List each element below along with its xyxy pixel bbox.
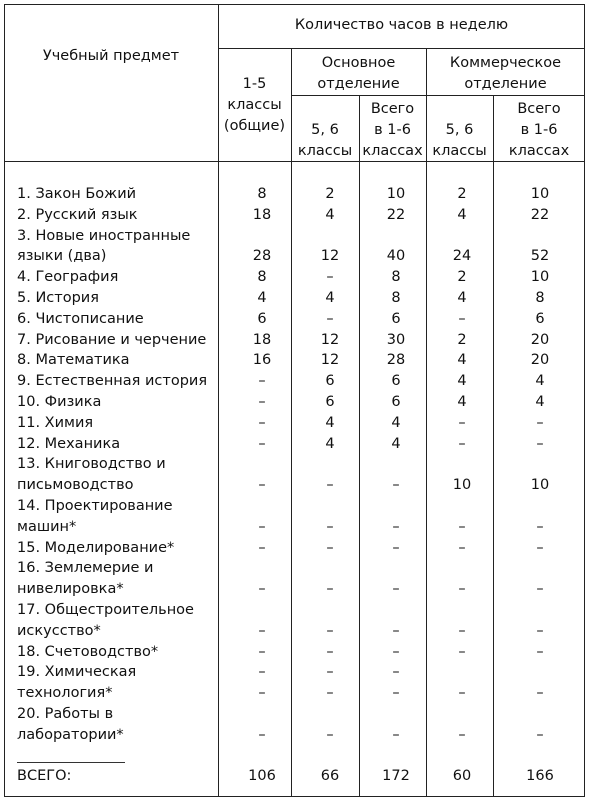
cell-value: 4	[457, 352, 467, 369]
subject-label: 9. Естественная история	[17, 373, 208, 390]
col-divider	[218, 161, 219, 797]
cell-value: –	[536, 726, 544, 743]
cell-value: –	[326, 643, 334, 660]
subject-label: 8. Математика	[17, 352, 130, 369]
col-divider	[426, 161, 427, 797]
subject-label: машин*	[17, 518, 77, 535]
cell-value: –	[536, 643, 544, 660]
subject-label: 2. Русский язык	[17, 206, 138, 223]
cell-value: 2	[325, 186, 335, 202]
cell-value: –	[258, 664, 266, 681]
cell-value: –	[536, 581, 544, 598]
cell-value: –	[258, 726, 266, 743]
cell-value: –	[326, 726, 334, 743]
subject-label: 15. Моделирование*	[17, 539, 175, 556]
cell-value: 28	[252, 248, 272, 265]
cell-value: –	[392, 539, 400, 556]
subject-label: 6. Чистописание	[17, 310, 144, 327]
cell-value: –	[392, 685, 400, 702]
cell-value: –	[258, 518, 266, 535]
cell-value: –	[392, 477, 400, 494]
header-main-56-l2: классы	[297, 143, 353, 159]
header-comm-dept-l2: отделение	[464, 76, 547, 92]
cell-value: –	[536, 435, 544, 452]
cell-value: –	[392, 622, 400, 639]
cell-value: –	[326, 622, 334, 639]
subject-label: 13. Книговодство и	[17, 456, 166, 473]
cell-value: –	[536, 685, 544, 702]
cell-value: 4	[325, 435, 335, 452]
header-general-l2: классы	[227, 97, 282, 113]
cell-value: 8	[391, 269, 401, 286]
total-label: ВСЕГО:	[17, 768, 72, 784]
cell-value: 4	[325, 414, 335, 431]
cell-value: –	[392, 664, 400, 681]
cell-value: 4	[457, 394, 467, 410]
header-comm-total-l3: классах	[508, 143, 570, 159]
cell-value: –	[326, 269, 334, 286]
cell-value: 4	[457, 290, 467, 306]
cell-value: 28	[386, 352, 406, 369]
cell-value: –	[258, 622, 266, 639]
header-hours: Количество часов в неделю	[294, 17, 509, 33]
cell-value: 6	[391, 373, 401, 390]
cell-value: –	[326, 539, 334, 556]
cell-value: 10	[530, 269, 550, 286]
cell-value: 10	[452, 477, 472, 494]
cell-value: 6	[391, 394, 401, 410]
cell-value: –	[258, 643, 266, 660]
cell-value: 20	[530, 352, 550, 369]
cell-value: 6	[325, 394, 335, 410]
header-main-total-l3: классах	[362, 143, 423, 159]
header-main-dept-l2: отделение	[317, 76, 400, 92]
cell-value: 4	[457, 206, 467, 223]
cell-value: 6	[391, 310, 401, 327]
header-comm-56-l1: 5, 6	[445, 122, 474, 138]
subject-label: 20. Работы в	[17, 706, 114, 722]
cell-value: –	[392, 581, 400, 598]
total-underline	[17, 762, 125, 763]
cell-value: –	[458, 414, 466, 431]
cell-value: 6	[325, 373, 335, 390]
subject-label: 10. Физика	[17, 394, 102, 410]
cell-value: –	[258, 373, 266, 390]
cell-value: 6	[257, 310, 267, 327]
cell-value: 4	[325, 290, 335, 306]
cell-value: –	[458, 726, 466, 743]
subject-label: 18. Счетоводство*	[17, 643, 159, 660]
header-general-l1: 1-5	[242, 76, 267, 92]
cell-value: –	[326, 581, 334, 598]
header-general-l3: (общие)	[223, 118, 286, 134]
cell-value: 8	[535, 290, 545, 306]
cell-value: 12	[320, 248, 340, 265]
cell-value: –	[536, 539, 544, 556]
cell-value: 2	[457, 186, 467, 202]
row-divider	[218, 48, 585, 49]
cell-value: 10	[530, 186, 550, 202]
cell-value: 24	[452, 248, 472, 265]
cell-value: –	[458, 310, 466, 327]
subject-label: искусство*	[17, 622, 101, 639]
cell-value: –	[258, 685, 266, 702]
subject-label: 3. Новые иностранные	[17, 227, 191, 244]
total-value: 106	[248, 768, 276, 784]
cell-value: –	[392, 643, 400, 660]
header-main-dept-l1: Основное	[321, 55, 396, 71]
subject-label: 14. Проектирование	[17, 498, 173, 514]
cell-value: 4	[535, 394, 545, 410]
cell-value: 8	[257, 186, 267, 202]
header-main-total-l2: в 1-6	[374, 122, 411, 138]
cell-value: 4	[457, 373, 467, 390]
col-divider	[493, 161, 494, 797]
subject-label: 1. Закон Божий	[17, 186, 137, 202]
cell-value: –	[326, 518, 334, 535]
cell-value: –	[326, 477, 334, 494]
cell-value: –	[258, 539, 266, 556]
cell-value: –	[536, 622, 544, 639]
cell-value: 4	[325, 206, 335, 223]
cell-value: –	[326, 310, 334, 327]
cell-value: –	[458, 643, 466, 660]
cell-value: –	[458, 539, 466, 556]
row-divider	[291, 95, 585, 96]
cell-value: –	[258, 394, 266, 410]
cell-value: 10	[530, 477, 550, 494]
cell-value: –	[392, 518, 400, 535]
cell-value: 22	[530, 206, 550, 223]
subject-label: нивелировка*	[17, 581, 124, 598]
cell-value: 8	[257, 269, 267, 286]
cell-value: 4	[257, 290, 267, 306]
header-comm-56-l2: классы	[432, 143, 487, 159]
cell-value: 4	[391, 414, 401, 431]
total-value: 66	[320, 768, 340, 784]
cell-value: 30	[386, 331, 406, 348]
cell-value: –	[458, 518, 466, 535]
cell-value: –	[458, 622, 466, 639]
header-comm-dept-l1: Коммерческое	[449, 55, 562, 71]
subject-label: 12. Механика	[17, 435, 121, 452]
subject-label: 5. История	[17, 290, 99, 306]
subject-label: технология*	[17, 685, 113, 702]
subject-label: 19. Химическая	[17, 664, 137, 681]
cell-value: –	[258, 477, 266, 494]
cell-value: 18	[252, 206, 272, 223]
cell-value: –	[458, 581, 466, 598]
col-divider	[291, 161, 292, 797]
cell-value: 22	[386, 206, 406, 223]
header-comm-total-l1: Всего	[517, 101, 561, 117]
cell-value: 8	[391, 290, 401, 306]
header-comm-total-l2: в 1-6	[520, 122, 558, 138]
cell-value: 2	[457, 331, 467, 348]
subject-label: лаборатории*	[17, 726, 124, 743]
cell-value: 2	[457, 269, 467, 286]
subject-label: 11. Химия	[17, 414, 94, 431]
cell-value: 16	[252, 352, 272, 369]
cell-value: 10	[386, 186, 406, 202]
cell-value: –	[326, 685, 334, 702]
subject-label: языки (два)	[17, 248, 107, 265]
cell-value: 12	[320, 352, 340, 369]
cell-value: –	[536, 518, 544, 535]
header-main-total-l1: Всего	[370, 101, 415, 117]
cell-value: –	[458, 685, 466, 702]
cell-value: 18	[252, 331, 272, 348]
cell-value: –	[258, 414, 266, 431]
cell-value: 6	[535, 310, 545, 327]
subject-label: письмоводство	[17, 477, 134, 494]
header-subject: Учебный предмет	[42, 48, 180, 64]
subject-label: 7. Рисование и черчение	[17, 331, 207, 348]
subject-label: 17. Общестроительное	[17, 602, 194, 618]
cell-value: 20	[530, 331, 550, 348]
subject-label: 16. Землемерие и	[17, 560, 154, 577]
cell-value: –	[258, 435, 266, 452]
total-value: 172	[382, 768, 410, 784]
cell-value: –	[326, 664, 334, 681]
cell-value: –	[258, 581, 266, 598]
cell-value: –	[392, 726, 400, 743]
cell-value: 12	[320, 331, 340, 348]
cell-value: 40	[386, 248, 406, 265]
cell-value: 52	[530, 248, 550, 265]
cell-value: –	[536, 414, 544, 431]
cell-value: 4	[535, 373, 545, 390]
col-divider	[359, 161, 360, 797]
total-value: 166	[526, 768, 554, 784]
subject-label: 4. География	[17, 269, 119, 286]
cell-value: 4	[391, 435, 401, 452]
header-main-56-l1: 5, 6	[311, 122, 339, 138]
cell-value: –	[458, 435, 466, 452]
total-value: 60	[452, 768, 472, 784]
